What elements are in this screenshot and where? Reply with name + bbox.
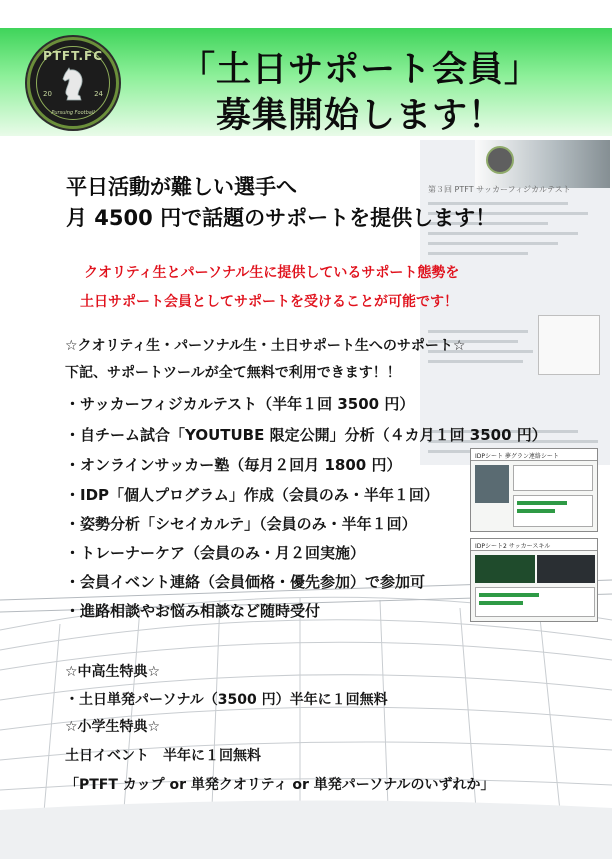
- support-item: ・自チーム試合「YOUTUBE 限定公開」分析（４カ月１回 3500 円）: [65, 426, 547, 444]
- idp-sheet-2-photo: [537, 555, 595, 583]
- page-title-line2: 募集開始します！: [215, 96, 504, 136]
- lead-line2: 月 4500 円で話題のサポートを提供します！: [66, 206, 497, 230]
- idp-sheet-2-thumbnail: [470, 538, 598, 622]
- background-text-line: [428, 360, 523, 363]
- idp-sheet-2-bar: [479, 601, 523, 605]
- logo-year-right: 24: [94, 90, 103, 98]
- background-emblem: [486, 146, 514, 174]
- background-sheet: [538, 315, 600, 375]
- page-title-line1: 「土日サポート会員」: [179, 50, 540, 90]
- support-heading: ☆クオリティ生・パーソナル生・土日サポート生へのサポート☆: [65, 338, 466, 354]
- background-text-line: [428, 330, 528, 333]
- middle-high-benefit-heading: ☆中高生特典☆: [65, 664, 161, 680]
- idp-sheet-2-pitch: [475, 555, 535, 583]
- elementary-benefit-item: 土日イベント 半年に１回無料: [65, 748, 261, 764]
- support-item: ・IDP「個人プログラム」作成（会員のみ・半年１回）: [65, 486, 439, 504]
- support-item: ・会員イベント連絡（会員価格・優先参加）で参加可: [65, 573, 426, 591]
- highlight-line1: クオリティ生とパーソナル生に提供しているサポート態勢を: [84, 265, 460, 281]
- highlight-line2: 土日サポート会員としてサポートを受けることが可能です！: [80, 294, 458, 310]
- background-doc-title: 第３回 PTFT サッカーフィジカルテスト: [428, 185, 571, 194]
- lead-line1: 平日活動が難しい選手へ: [66, 175, 297, 199]
- elementary-benefit-detail: 「PTFT カップ or 単発クオリティ or 単発パーソナルのいずれか」: [65, 777, 495, 793]
- logo-name: PTFT.FC: [42, 49, 104, 63]
- idp-sheet-1-bar: [517, 501, 567, 505]
- logo-year-left: 20: [43, 90, 52, 98]
- support-item: ・オンラインサッカー塾（毎月２回月 1800 円）: [65, 456, 402, 474]
- idp-sheet-1-table: [513, 465, 593, 491]
- support-subheading: 下記、サポートツールが全て無料で利用できます！！: [65, 365, 401, 381]
- support-item: ・サッカーフィジカルテスト（半年１回 3500 円）: [65, 395, 415, 413]
- background-text-line: [428, 232, 578, 235]
- background-text-line: [428, 242, 558, 245]
- idp-sheet-1-thumbnail: [470, 448, 598, 532]
- support-item: ・進路相談やお悩み相談など随時受付: [65, 602, 321, 620]
- idp-sheet-2-title: IDPシート2 サッカースキル: [471, 539, 597, 551]
- idp-sheet-2-bar: [479, 593, 539, 597]
- idp-sheet-1-bar: [517, 509, 555, 513]
- idp-sheet-1-photo: [475, 465, 509, 503]
- logo-motto: Pursuing Football: [51, 110, 95, 116]
- club-logo: [27, 37, 119, 129]
- support-item: ・トレーナーケア（会員のみ・月２回実施）: [65, 544, 366, 562]
- support-item: ・姿勢分析「シセイカルテ」（会員のみ・半年１回）: [65, 515, 417, 533]
- chess-knight-icon: [61, 67, 87, 101]
- middle-high-benefit-item: ・土日単発パーソナル（3500 円）半年に１回無料: [65, 692, 388, 708]
- elementary-benefit-heading: ☆小学生特典☆: [65, 719, 161, 735]
- background-text-line: [428, 252, 528, 255]
- idp-sheet-1-title: IDPシート 夢グラン連絡シート: [471, 449, 597, 461]
